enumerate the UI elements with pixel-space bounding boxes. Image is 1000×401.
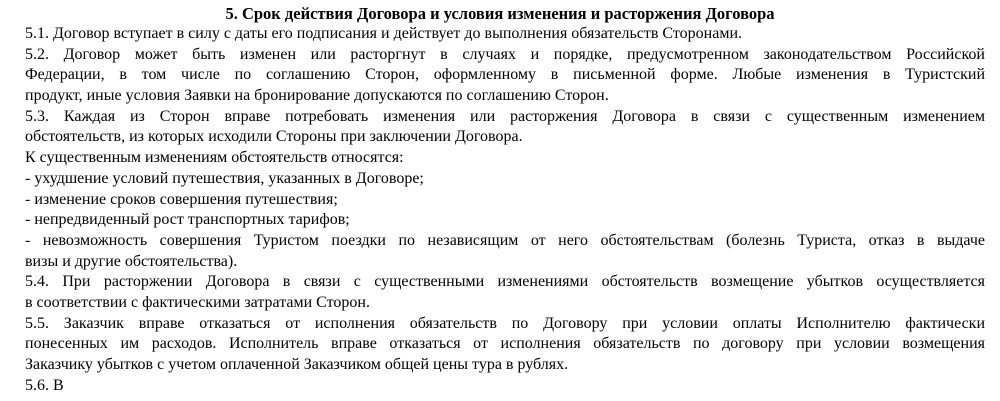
text-line-5-2-start: 5.2. Договор может быть изменен или расторгнут в случаях и порядке, предусмотренном законодательством Российской bbox=[25, 45, 985, 63]
text-line-5-6-cut: 5.6. В bbox=[25, 376, 64, 394]
text-line-5-2-end: продукт, иные условия Заявки на бронирование допускаются по соглашению Сторон. bbox=[25, 87, 609, 105]
section-body bbox=[25, 24, 985, 394]
text-line-5-1: 5.1. Договор вступает в силу с даты его подписания и действует до выполнения обязательств Сторонами. bbox=[25, 25, 743, 42]
text-line-5-5-end: Заказчику убытков с учетом оплаченной Заказчиком общей цены тура в рублях. bbox=[25, 356, 569, 373]
list-item-impossibility-end: визы и другие обстоятельства). bbox=[25, 252, 238, 270]
list-item-tariff-growth: - непредвиденный рост транспортных тарифов; bbox=[25, 211, 350, 229]
text-line-5-4-end: в соответствии с фактическими затратами Сторон. bbox=[25, 293, 370, 311]
text-line-5-5-start: 5.5. Заказчик вправе отказаться от исполнения обязательств по Договору при условии оплаты Исполнителю фактически bbox=[25, 314, 985, 332]
list-item-worsening: - ухудшение условий путешествия, указанных в Договоре; bbox=[25, 169, 424, 187]
text-line-changes-intro: К существенным изменениям обстоятельств относятся: bbox=[25, 149, 404, 167]
text-line-5-5-cont: понесенных им расходов. Исполнитель вправе отказаться от исполнения обязательств по договору при условии возмещения bbox=[25, 335, 985, 353]
section-title: 5. Срок действия Договора и условия изменения и расторжения Договора bbox=[225, 4, 775, 23]
list-item-impossibility-start: - невозможность совершения Туристом поездки по независящим от него обстоятельствам (болезнь Туриста, отказ в выдаче bbox=[25, 231, 985, 249]
list-item-dates-change: - изменение сроков совершения путешествия; bbox=[25, 190, 338, 208]
text-line-5-4-start: 5.4. При расторжении Договора в связи с существенными изменениями обстоятельств возмещение убытков осуществляется bbox=[25, 273, 985, 291]
text-line-5-2-cont: Федерации, в том числе по соглашению Сторон, оформленному в письменной форме. Любые изменения в Туристский bbox=[25, 66, 985, 84]
text-line-5-3-start: 5.3. Каждая из Сторон вправе потребовать изменения или расторжения Договора в связи с существенным изменением bbox=[25, 107, 985, 125]
text-line-5-3-end: обстоятельств, из которых исходили Стороны при заключении Договора. bbox=[25, 128, 523, 146]
